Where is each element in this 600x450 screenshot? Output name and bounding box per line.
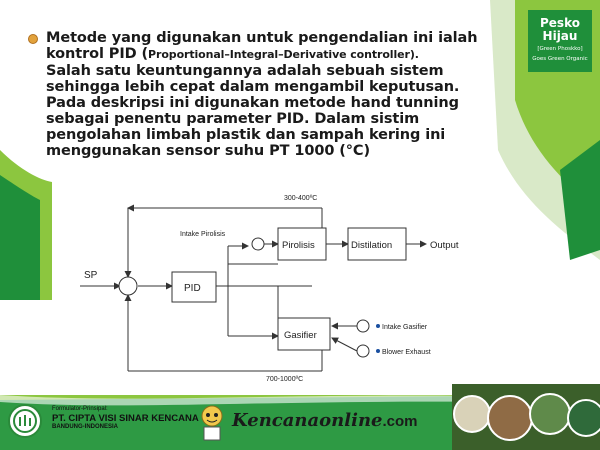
company-name: PT. CIPTA VISI SINAR KENCANA: [52, 413, 199, 424]
pesko-hijau-logo: [528, 10, 592, 72]
logo-line-3: [Green Phoskko]: [537, 46, 583, 52]
brand-mid: online: [319, 410, 383, 431]
pid-block-diagram: [52, 176, 492, 388]
paragraph-line: pengolahan limbah plastik dan sampah kering ini: [46, 127, 446, 143]
paragraph-line: Salah satu keuntungannya adalah sebuah sistem: [46, 63, 444, 79]
distilation-label: Distilation: [351, 240, 393, 251]
brand-domain: .com: [382, 413, 418, 430]
paragraph-line: Metode yang digunakan untuk pengendalian ini ialah: [46, 30, 478, 46]
output-label: Output: [430, 240, 459, 251]
paragraph-line-small: Proportional–Integral–Derivative controller).: [148, 48, 419, 61]
logo-line-2: Hijau: [542, 29, 578, 43]
company-info: [52, 406, 199, 431]
logo-line-4: Goes Green Organic: [532, 56, 588, 62]
temp-top-label: 300-400ºC: [284, 195, 318, 202]
gasifier-label: Gasifier: [284, 330, 317, 341]
paragraph-line: sehingga lebih cepat dalam mengambil keputusan.: [46, 79, 460, 95]
blower-exhaust-dot: [376, 349, 380, 353]
intake-pirolisis-label: Intake Pirolisis: [180, 231, 226, 238]
company-city: BANDUNG-INDONESIA: [52, 424, 118, 430]
company-logo-mark: [10, 406, 40, 436]
intake-pirolisis-valve: [252, 238, 264, 250]
intake-gasifier-label: Intake Gasifier: [382, 324, 428, 331]
logo-line-1: Pesko: [540, 16, 580, 30]
mascot-icon: [195, 402, 229, 442]
blower-exhaust-arrow: [332, 338, 357, 351]
product-photos: [452, 384, 600, 450]
blower-exhaust-valve: [357, 345, 369, 357]
intake-gasifier-dot: [376, 324, 380, 328]
paragraph-line: kontrol PID (: [46, 46, 149, 62]
pid-label: PID: [184, 283, 201, 294]
intake-gasifier-valve: [357, 320, 369, 332]
kencanaonline-brand[interactable]: [232, 410, 418, 431]
body-paragraph: [46, 30, 498, 159]
blower-exhaust-label: Blower Exhaust: [382, 349, 431, 356]
summing-junction: [119, 277, 137, 295]
diagram-svg: [52, 176, 492, 388]
formulator-label: Formulator-Prinsipal:: [52, 406, 108, 412]
temp-bottom-label: 700-1000ºC: [266, 376, 304, 383]
paragraph-line: menggunakan sensor suhu PT 1000 (°C): [46, 143, 370, 159]
pirolisis-label: Pirolisis: [282, 240, 315, 251]
paragraph-line: sebagai penentu parameter PID. Dalam sistim: [46, 111, 420, 127]
company-logo: [8, 404, 42, 438]
brand-main: Kencana: [232, 410, 320, 431]
sp-label: SP: [84, 270, 98, 281]
bullet-dot: [28, 34, 38, 44]
paragraph-line: Pada deskripsi ini digunakan metode hand tunning: [46, 95, 459, 111]
